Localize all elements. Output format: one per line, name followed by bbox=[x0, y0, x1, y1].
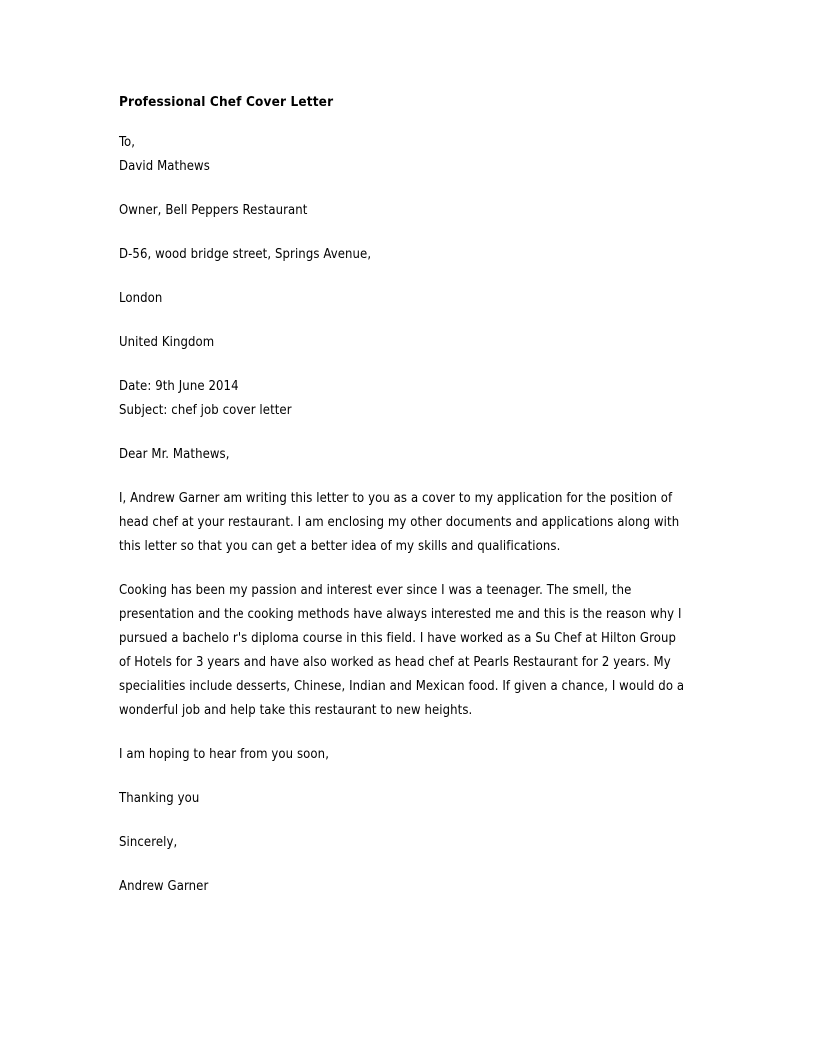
subject-line: Subject: chef job cover letter bbox=[119, 403, 292, 418]
recipient-role-line: Owner, Bell Peppers Restaurant bbox=[119, 203, 308, 218]
body-paragraph-text: Cooking has been my passion and interest ever since I was a teenager. The smell, the presentation and the cooking methods have always interested me and this is the reason why I pursued a bachelo r's diploma course in this field. I have worked as a Su Chef at Hilton Group of Hotels for 3 years and have also worked as head chef at Pearls Restaurant for 2 years. My specialities include desserts, Chinese, Indian and Mexican food. If given a chance, I would do a wonderful job and help take this restaurant to new heights. bbox=[119, 583, 685, 718]
recipient-role-block bbox=[119, 199, 685, 223]
recipient-block bbox=[119, 131, 685, 179]
salutation-to-line: To, bbox=[119, 135, 136, 150]
recipient-city-line: London bbox=[119, 291, 163, 306]
body-paragraph-1 bbox=[119, 487, 685, 559]
sender-name-line: Andrew Garner bbox=[119, 879, 209, 894]
closing-thanks-line: Thanking you bbox=[119, 791, 200, 806]
recipient-country-line: United Kingdom bbox=[119, 335, 215, 350]
recipient-street-line: D-56, wood bridge street, Springs Avenue, bbox=[119, 247, 372, 262]
greeting-block bbox=[119, 443, 685, 467]
closing-valediction-line: Sincerely, bbox=[119, 835, 178, 850]
date-subject-block bbox=[119, 375, 685, 423]
recipient-street-block bbox=[119, 243, 685, 267]
body-paragraph-text: I, Andrew Garner am writing this letter to you as a cover to my application for the position of head chef at your restaurant. I am enclosing my other documents and applications along with this letter so that you can get a better idea of my skills and qualifications. bbox=[119, 491, 680, 554]
closing-hope-line: I am hoping to hear from you soon, bbox=[119, 747, 330, 762]
greeting-line: Dear Mr. Mathews, bbox=[119, 447, 230, 462]
letter-body bbox=[119, 94, 685, 899]
recipient-city-block bbox=[119, 287, 685, 311]
body-paragraph-2 bbox=[119, 579, 685, 723]
date-line: Date: 9th June 2014 bbox=[119, 379, 239, 394]
recipient-name-line: David Mathews bbox=[119, 159, 210, 174]
recipient-country-block bbox=[119, 331, 685, 355]
page-title: Professional Chef Cover Letter bbox=[119, 94, 334, 110]
